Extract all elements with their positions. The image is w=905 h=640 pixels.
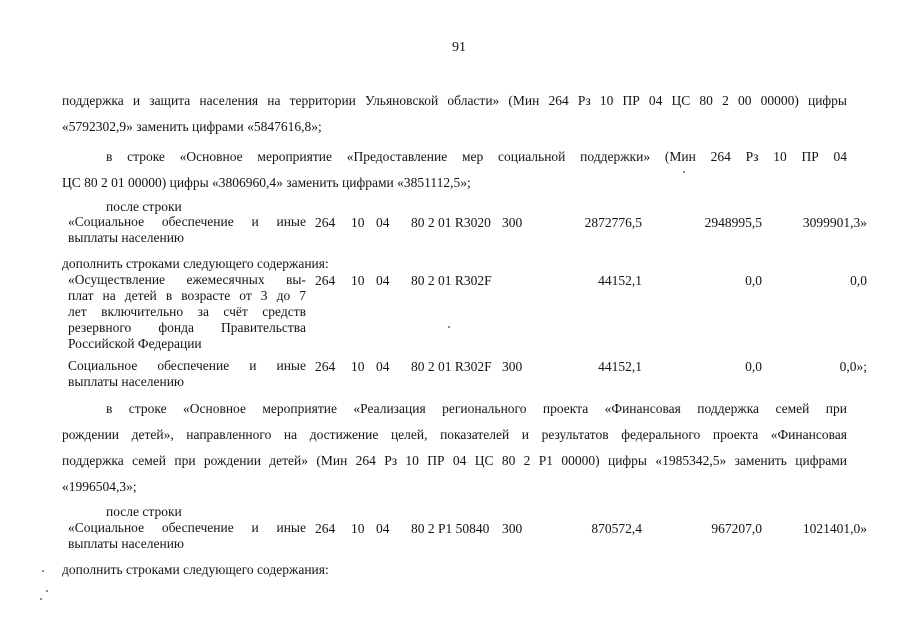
cell-value-3: 1021401,0» bbox=[802, 521, 867, 536]
cell-pr: 04 bbox=[376, 359, 390, 374]
row-name bbox=[68, 214, 306, 246]
cell-vr: 300 bbox=[502, 215, 523, 230]
cell-cs: 80 2 01 R3020 bbox=[411, 215, 491, 230]
cell-rz: 10 bbox=[351, 521, 365, 536]
cell-cs: 80 2 Р1 50840 bbox=[411, 521, 490, 536]
cell-value-3: 0,0»; bbox=[839, 359, 867, 374]
cell-value-1: 44152,1 bbox=[598, 359, 642, 374]
scan-speck bbox=[46, 590, 48, 592]
paragraph-3 bbox=[62, 396, 847, 500]
cell-value-2: 967207,0 bbox=[711, 521, 762, 536]
cell-value-2: 0,0 bbox=[745, 273, 762, 288]
cell-pr: 04 bbox=[376, 215, 390, 230]
paragraph-line: ЦС 80 2 01 00000) цифры «3806960,4» заменить цифрами «3851112,5»; bbox=[62, 175, 471, 190]
cell-value-2: 0,0 bbox=[745, 359, 762, 374]
row-name-line: резервного фонда Правительства bbox=[68, 320, 306, 335]
after-row-label: после строки bbox=[106, 504, 182, 519]
paragraph-line: поддержка семей при рождении детей» (Мин 264 Рз 10 ПР 04 ЦС 80 2 Р1 00000) цифры «1985342,5» заменить цифрами bbox=[62, 453, 847, 468]
cell-min: 264 bbox=[315, 215, 336, 230]
cell-vr: 300 bbox=[502, 359, 523, 374]
cell-pr: 04 bbox=[376, 521, 390, 536]
after-row-label: после строки bbox=[106, 199, 182, 214]
cell-value-1: 870572,4 bbox=[591, 521, 642, 536]
cell-cs: 80 2 01 R302F bbox=[411, 359, 492, 374]
paragraph-line: «5792302,9» заменить цифрами «5847616,8»; bbox=[62, 119, 322, 134]
cell-rz: 10 bbox=[351, 359, 365, 374]
paragraph-line: поддержка и защита населения на территории Ульяновской области» (Мин 264 Рз 10 ПР 04 ЦС 80 2 00 00000) цифры bbox=[62, 93, 847, 108]
paragraph-2 bbox=[62, 144, 847, 196]
paragraph-line: в строке «Основное мероприятие «Предоставление мер социальной поддержки» (Мин 264 Рз 10 ПР 04 bbox=[106, 149, 847, 164]
row-name-line: «Социальное обеспечение и иные bbox=[68, 520, 306, 535]
cell-value-2: 2948995,5 bbox=[704, 215, 762, 230]
paragraph-line: рождении детей», направленного на достижение целей, показателей и результатов федерального проекта «Финансовая bbox=[62, 427, 847, 442]
row-name bbox=[68, 520, 306, 552]
cell-min: 264 bbox=[315, 273, 336, 288]
row-name-line: выплаты населению bbox=[68, 374, 185, 389]
cell-min: 264 bbox=[315, 359, 336, 374]
paragraph-1 bbox=[62, 88, 847, 140]
scan-speck bbox=[40, 598, 42, 600]
cell-rz: 10 bbox=[351, 215, 365, 230]
row-name bbox=[68, 272, 306, 352]
cell-cs: 80 2 01 R302F bbox=[411, 273, 492, 288]
row-name-line: Социальное обеспечение и иные bbox=[68, 358, 306, 373]
row-name-line: выплаты населению bbox=[68, 230, 185, 245]
scan-speck bbox=[683, 171, 685, 173]
paragraph-line: в строке «Основное мероприятие «Реализация регионального проекта «Финансовая поддержка семей при bbox=[106, 401, 847, 416]
add-rows-label: дополнить строками следующего содержания: bbox=[62, 256, 329, 271]
row-name-line: «Осуществление ежемесячных вы- bbox=[68, 272, 306, 287]
add-rows-label: дополнить строками следующего содержания: bbox=[62, 562, 329, 577]
cell-vr: 300 bbox=[502, 521, 523, 536]
cell-pr: 04 bbox=[376, 273, 390, 288]
page-number: 91 bbox=[452, 40, 466, 55]
cell-value-1: 2872776,5 bbox=[584, 215, 642, 230]
cell-value-3: 3099901,3» bbox=[802, 215, 867, 230]
row-name-line: «Социальное обеспечение и иные bbox=[68, 214, 306, 229]
paragraph-line: «1996504,3»; bbox=[62, 479, 137, 494]
row-name-line: лет включительно за счёт средств bbox=[68, 304, 306, 319]
scan-speck bbox=[42, 570, 44, 572]
row-name-line: Российской Федерации bbox=[68, 336, 202, 351]
cell-value-1: 44152,1 bbox=[598, 273, 642, 288]
cell-min: 264 bbox=[315, 521, 336, 536]
row-name bbox=[68, 358, 306, 390]
scan-speck bbox=[448, 326, 450, 328]
row-name-line: плат на детей в возрасте от 3 до 7 bbox=[68, 288, 306, 303]
row-name-line: выплаты населению bbox=[68, 536, 185, 551]
cell-rz: 10 bbox=[351, 273, 365, 288]
cell-value-3: 0,0 bbox=[850, 273, 867, 288]
